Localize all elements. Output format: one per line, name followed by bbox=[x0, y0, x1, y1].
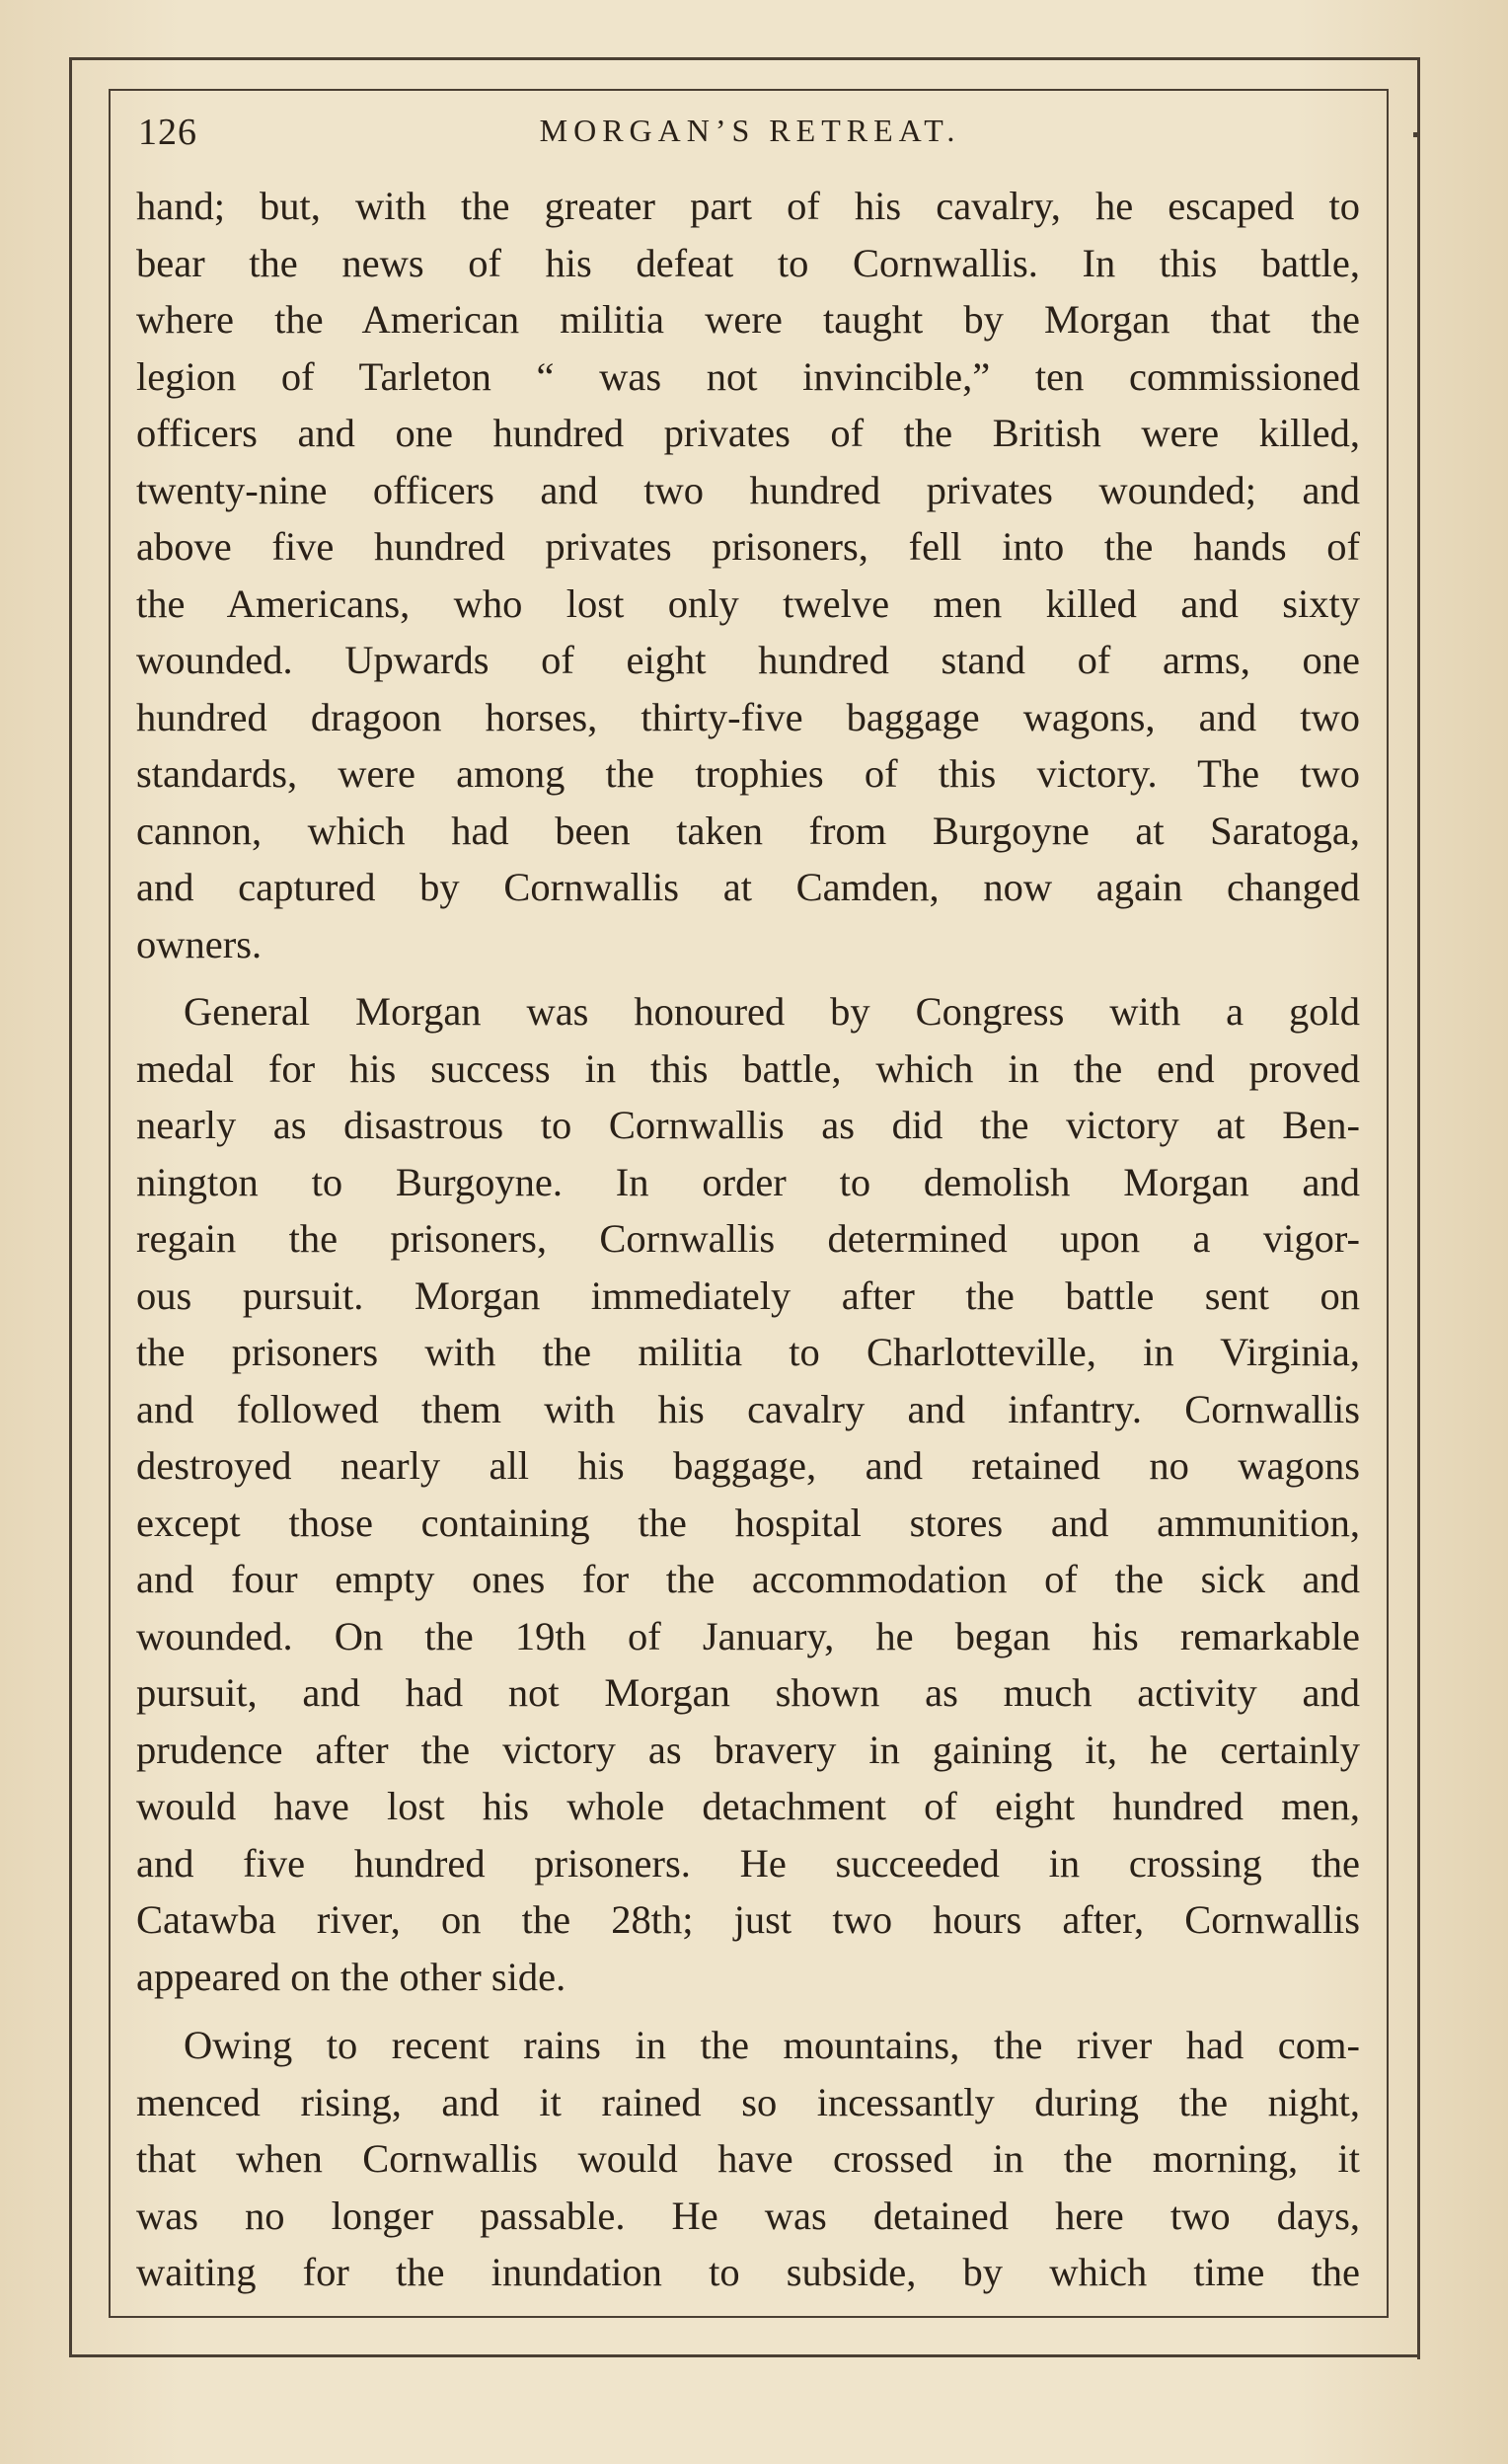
text-line: prudence after the victory as bravery in gaining it, he certainly bbox=[136, 1727, 1360, 1772]
paragraph-1 bbox=[136, 178, 1360, 972]
text-line: nington to Burgoyne. In order to demolish Morgan and bbox=[136, 1159, 1360, 1204]
text-line: was no longer passable. He was detained here two days, bbox=[136, 2193, 1360, 2238]
text-line: menced rising, and it rained so incessantly during the night, bbox=[136, 2079, 1360, 2124]
text-line: and five hundred prisoners. He succeeded in crossing the bbox=[136, 1840, 1360, 1886]
text-line: cannon, which had been taken from Burgoyne at Saratoga, bbox=[136, 808, 1360, 853]
text-line: would have lost his whole detachment of eight hundred men, bbox=[136, 1784, 1360, 1828]
page-number: 126 bbox=[138, 112, 197, 153]
text-line: owners. bbox=[136, 921, 263, 966]
text-line: General Morgan was honoured by Congress with a gold bbox=[184, 989, 1360, 1034]
paragraph-2 bbox=[136, 983, 1360, 2005]
text-line: wounded. On the 19th of January, he began his remarkable bbox=[136, 1613, 1360, 1658]
text-line: the prisoners with the militia to Charlotteville, in Virginia, bbox=[136, 1330, 1360, 1374]
text-line: above five hundred privates prisoners, fell into the hands of bbox=[136, 524, 1360, 569]
running-title: MORGAN’S RETREAT. bbox=[539, 113, 961, 148]
running-header bbox=[138, 111, 1362, 174]
text-line: and captured by Cornwallis at Camden, now again changed bbox=[136, 865, 1360, 909]
text-line: regain the prisoners, Cornwallis determined upon a vigor- bbox=[136, 1216, 1360, 1261]
text-line: appeared on the other side. bbox=[136, 1954, 566, 1999]
text-line: ous pursuit. Morgan immediately after the battle sent on bbox=[136, 1272, 1360, 1318]
text-line: medal for his success in this battle, which in the end proved bbox=[136, 1045, 1360, 1091]
text-line: waiting for the inundation to subside, by which time the bbox=[136, 2250, 1360, 2294]
text-line: the Americans, who lost only twelve men killed and sixty bbox=[136, 580, 1360, 626]
text-line: except those containing the hospital stores and ammunition, bbox=[136, 1500, 1360, 1545]
text-line: twenty-nine officers and two hundred privates wounded; and bbox=[136, 467, 1360, 512]
text-line: bear the news of his defeat to Cornwallis. In this battle, bbox=[136, 240, 1360, 285]
text-line: Owing to recent rains in the mountains, the river had com- bbox=[184, 2023, 1360, 2067]
text-line: legion of Tarleton “ was not invincible,” ten commissioned bbox=[136, 353, 1360, 399]
text-line: hundred dragoon horses, thirty-five baggage wagons, and two bbox=[136, 694, 1360, 739]
text-line: wounded. Upwards of eight hundred stand of arms, one bbox=[136, 638, 1360, 682]
text-line: destroyed nearly all his baggage, and retained no wagons bbox=[136, 1443, 1360, 1488]
text-line: Catawba river, on the 28th; just two hours after, Cornwallis bbox=[136, 1897, 1360, 1942]
margin-mark bbox=[1413, 132, 1418, 137]
text-line: and four empty ones for the accommodation of the sick and bbox=[136, 1557, 1360, 1601]
text-line: pursuit, and had not Morgan shown as much activity and bbox=[136, 1670, 1360, 1715]
text-line: officers and one hundred privates of the British were killed, bbox=[136, 411, 1360, 455]
text-line: and followed them with his cavalry and infantry. Cornwallis bbox=[136, 1386, 1360, 1431]
text-line: that when Cornwallis would have crossed in the morning, it bbox=[136, 2136, 1360, 2181]
text-line: standards, were among the trophies of this victory. The two bbox=[136, 751, 1360, 796]
text-line: where the American militia were taught by Morgan that the bbox=[136, 297, 1360, 342]
text-line: hand; but, with the greater part of his cavalry, he escaped to bbox=[136, 184, 1360, 228]
body-text bbox=[136, 178, 1360, 2301]
outer-border-right bbox=[1417, 57, 1420, 2359]
text-line: nearly as disastrous to Cornwallis as did the victory at Ben- bbox=[136, 1103, 1360, 1147]
paragraph-3 bbox=[136, 2017, 1360, 2301]
